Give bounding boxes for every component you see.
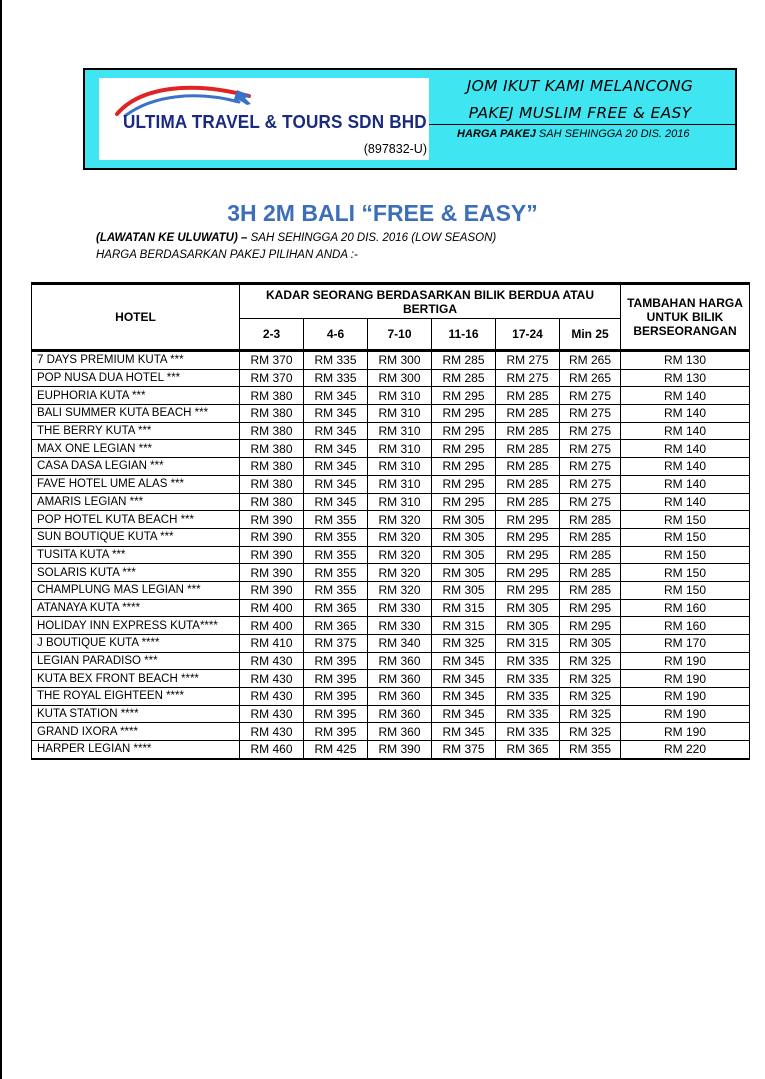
rate-cell: RM 265 [560, 369, 621, 387]
rate-cell: RM 370 [240, 351, 304, 370]
single-supplement-cell: RM 150 [621, 511, 750, 529]
rate-cell: RM 430 [240, 688, 304, 706]
rate-cell: RM 305 [432, 511, 496, 529]
rate-cell: RM 295 [432, 475, 496, 493]
single-supplement-cell: RM 140 [621, 440, 750, 458]
company-name: ULTIMA TRAVEL & TOURS SDN BHD [123, 112, 427, 132]
rate-cell: RM 300 [368, 351, 432, 370]
rate-cell: RM 275 [560, 422, 621, 440]
header-banner [83, 68, 737, 170]
table-row [32, 617, 750, 635]
rate-cell: RM 315 [496, 635, 560, 653]
company-logo [99, 78, 429, 160]
rate-cell: RM 395 [304, 688, 368, 706]
single-supplement-cell: RM 170 [621, 635, 750, 653]
tour-name: (LAWATAN KE ULUWATU) – [96, 232, 248, 244]
rate-cell: RM 275 [496, 351, 560, 370]
rate-cell: RM 365 [304, 617, 368, 635]
rate-cell: RM 275 [560, 475, 621, 493]
rate-cell: RM 380 [240, 493, 304, 511]
table-row [32, 528, 750, 546]
rate-cell: RM 295 [432, 493, 496, 511]
rate-cell: RM 335 [496, 723, 560, 741]
hotel-name-cell: 7 DAYS PREMIUM KUTA *** [32, 351, 240, 370]
rate-cell: RM 360 [368, 705, 432, 723]
rate-cell: RM 390 [240, 546, 304, 564]
table-row [32, 493, 750, 511]
rate-cell: RM 355 [304, 546, 368, 564]
hotel-name-cell: SOLARIS KUTA *** [32, 564, 240, 582]
single-supplement-cell: RM 140 [621, 422, 750, 440]
rate-cell: RM 360 [368, 652, 432, 670]
rates-table [31, 282, 750, 760]
rate-cell: RM 285 [496, 458, 560, 476]
rate-cell: RM 325 [560, 688, 621, 706]
rate-cell: RM 310 [368, 475, 432, 493]
column-header-pax: 17-24 [496, 319, 560, 351]
single-supplement-cell: RM 150 [621, 546, 750, 564]
table-row [32, 741, 750, 759]
rate-cell: RM 310 [368, 440, 432, 458]
rate-cell: RM 410 [240, 635, 304, 653]
rate-cell: RM 285 [560, 581, 621, 599]
rate-cell: RM 285 [560, 546, 621, 564]
single-supplement-cell: RM 140 [621, 475, 750, 493]
rate-cell: RM 370 [240, 369, 304, 387]
rate-cell: RM 460 [240, 741, 304, 759]
rate-cell: RM 365 [496, 741, 560, 759]
rate-cell: RM 285 [496, 422, 560, 440]
rate-cell: RM 285 [560, 564, 621, 582]
table-row [32, 635, 750, 653]
rate-cell: RM 360 [368, 723, 432, 741]
rate-cell: RM 345 [304, 422, 368, 440]
rate-cell: RM 285 [496, 493, 560, 511]
rate-cell: RM 325 [560, 670, 621, 688]
single-supplement-cell: RM 220 [621, 741, 750, 759]
column-header-single-supplement: TAMBAHAN HARGA UNTUK BILIK BERSEORANGAN [621, 284, 750, 351]
rate-cell: RM 300 [368, 369, 432, 387]
hotel-name-cell: AMARIS LEGIAN *** [32, 493, 240, 511]
hotel-name-cell: THE BERRY KUTA *** [32, 422, 240, 440]
table-row [32, 599, 750, 617]
single-supplement-cell: RM 190 [621, 652, 750, 670]
table-row [32, 546, 750, 564]
rate-cell: RM 285 [560, 511, 621, 529]
rate-cell: RM 310 [368, 387, 432, 405]
rate-cell: RM 400 [240, 599, 304, 617]
rate-cell: RM 345 [432, 705, 496, 723]
rate-cell: RM 295 [496, 546, 560, 564]
rate-cell: RM 360 [368, 670, 432, 688]
hotel-name-cell: THE ROYAL EIGHTEEN **** [32, 688, 240, 706]
table-row [32, 652, 750, 670]
rate-cell: RM 345 [432, 723, 496, 741]
promo-package-name: PAKEJ MUSLIM FREE & EASY [468, 104, 692, 122]
single-supplement-cell: RM 190 [621, 705, 750, 723]
rate-cell: RM 380 [240, 405, 304, 423]
rate-cell: RM 310 [368, 458, 432, 476]
rate-cell: RM 275 [560, 440, 621, 458]
single-supplement-cell: RM 160 [621, 617, 750, 635]
column-header-pax: 11-16 [432, 319, 496, 351]
rate-cell: RM 380 [240, 458, 304, 476]
hotel-name-cell: CASA DASA LEGIAN *** [32, 458, 240, 476]
rate-cell: RM 360 [368, 688, 432, 706]
page-left-border [0, 0, 2, 1079]
table-row [32, 422, 750, 440]
rate-cell: RM 430 [240, 723, 304, 741]
price-validity-note [457, 128, 690, 140]
rate-cell: RM 285 [496, 475, 560, 493]
rate-cell: RM 295 [432, 405, 496, 423]
rate-cell: RM 390 [240, 564, 304, 582]
rate-cell: RM 345 [432, 688, 496, 706]
rate-cell: RM 430 [240, 652, 304, 670]
price-label: HARGA PAKEJ [457, 128, 536, 140]
rate-cell: RM 275 [560, 493, 621, 511]
rate-cell: RM 335 [496, 688, 560, 706]
rate-cell: RM 295 [432, 422, 496, 440]
rate-cell: RM 320 [368, 528, 432, 546]
table-row [32, 405, 750, 423]
rate-cell: RM 295 [496, 511, 560, 529]
rate-cell: RM 310 [368, 405, 432, 423]
rate-cell: RM 340 [368, 635, 432, 653]
rate-cell: RM 275 [560, 387, 621, 405]
single-supplement-cell: RM 140 [621, 493, 750, 511]
rate-cell: RM 395 [304, 705, 368, 723]
rate-cell: RM 380 [240, 422, 304, 440]
hotel-name-cell: POP NUSA DUA HOTEL *** [32, 369, 240, 387]
rate-cell: RM 320 [368, 581, 432, 599]
rate-cell: RM 380 [240, 387, 304, 405]
rate-cell: RM 335 [304, 369, 368, 387]
rate-cell: RM 355 [304, 528, 368, 546]
rate-cell: RM 345 [304, 405, 368, 423]
table-row [32, 688, 750, 706]
rate-cell: RM 345 [304, 387, 368, 405]
price-validity: SAH SEHINGGA 20 DIS. 2016 [535, 128, 690, 140]
table-row [32, 564, 750, 582]
rate-cell: RM 345 [304, 440, 368, 458]
single-supplement-cell: RM 140 [621, 405, 750, 423]
rate-cell: RM 395 [304, 723, 368, 741]
single-supplement-cell: RM 140 [621, 458, 750, 476]
rate-cell: RM 285 [496, 440, 560, 458]
rate-cell: RM 320 [368, 546, 432, 564]
hotel-name-cell: KUTA STATION **** [32, 705, 240, 723]
column-header-hotel: HOTEL [32, 284, 240, 351]
rate-cell: RM 330 [368, 617, 432, 635]
pricing-note: HARGA BERDASARKAN PAKEJ PILIHAN ANDA :- [96, 249, 358, 261]
rate-cell: RM 295 [432, 440, 496, 458]
single-supplement-cell: RM 190 [621, 723, 750, 741]
hotel-name-cell: POP HOTEL KUTA BEACH *** [32, 511, 240, 529]
promo-divider [429, 124, 735, 125]
rate-cell: RM 275 [560, 458, 621, 476]
hotel-name-cell: TUSITA KUTA *** [32, 546, 240, 564]
table-row [32, 705, 750, 723]
hotel-name-cell: HARPER LEGIAN **** [32, 741, 240, 759]
rate-cell: RM 305 [432, 546, 496, 564]
column-header-pax: Min 25 [560, 319, 621, 351]
hotel-name-cell: MAX ONE LEGIAN *** [32, 440, 240, 458]
rate-cell: RM 335 [496, 705, 560, 723]
rate-cell: RM 380 [240, 440, 304, 458]
company-registration-number: (897832-U) [363, 142, 427, 156]
rate-cell: RM 285 [496, 405, 560, 423]
tour-validity: SAH SEHINGGA 20 DIS. 2016 (LOW SEASON) [247, 232, 497, 244]
hotel-name-cell: ATANAYA KUTA **** [32, 599, 240, 617]
rate-cell: RM 365 [304, 599, 368, 617]
rate-cell: RM 275 [496, 369, 560, 387]
rate-cell: RM 285 [432, 351, 496, 370]
rate-cell: RM 305 [560, 635, 621, 653]
rate-cell: RM 305 [432, 528, 496, 546]
rate-cell: RM 430 [240, 705, 304, 723]
rate-cell: RM 295 [560, 617, 621, 635]
rate-cell: RM 390 [240, 528, 304, 546]
tour-description [96, 232, 496, 244]
rate-cell: RM 305 [496, 599, 560, 617]
rate-cell: RM 285 [560, 528, 621, 546]
rate-cell: RM 395 [304, 670, 368, 688]
hotel-name-cell: GRAND IXORA **** [32, 723, 240, 741]
single-supplement-cell: RM 160 [621, 599, 750, 617]
promo-headline: JOM IKUT KAMI MELANCONG [466, 77, 694, 95]
table-row [32, 440, 750, 458]
rate-cell: RM 355 [304, 564, 368, 582]
single-supplement-cell: RM 150 [621, 564, 750, 582]
table-row [32, 369, 750, 387]
rate-cell: RM 295 [432, 458, 496, 476]
rate-cell: RM 355 [304, 511, 368, 529]
rate-cell: RM 325 [560, 705, 621, 723]
hotel-name-cell: CHAMPLUNG MAS LEGIAN *** [32, 581, 240, 599]
single-supplement-cell: RM 190 [621, 670, 750, 688]
rate-cell: RM 375 [432, 741, 496, 759]
rate-cell: RM 355 [560, 741, 621, 759]
table-row [32, 723, 750, 741]
rate-cell: RM 345 [304, 458, 368, 476]
rate-cell: RM 320 [368, 511, 432, 529]
rate-cell: RM 390 [240, 511, 304, 529]
page-title: 3H 2M BALI “FREE & EASY” [227, 200, 538, 226]
column-group-header-rates: KADAR SEORANG BERDASARKAN BILIK BERDUA ATAU BERTIGA [240, 284, 621, 319]
rate-cell: RM 310 [368, 422, 432, 440]
rate-cell: RM 320 [368, 564, 432, 582]
rate-cell: RM 345 [432, 670, 496, 688]
hotel-name-cell: J BOUTIQUE KUTA **** [32, 635, 240, 653]
table-row [32, 581, 750, 599]
rate-cell: RM 305 [432, 564, 496, 582]
rate-cell: RM 285 [432, 369, 496, 387]
rate-cell: RM 430 [240, 670, 304, 688]
hotel-name-cell: SUN BOUTIQUE KUTA *** [32, 528, 240, 546]
hotel-name-cell: KUTA BEX FRONT BEACH **** [32, 670, 240, 688]
column-header-pax: 2-3 [240, 319, 304, 351]
rate-cell: RM 310 [368, 493, 432, 511]
rate-cell: RM 380 [240, 475, 304, 493]
single-supplement-cell: RM 150 [621, 528, 750, 546]
rate-cell: RM 325 [560, 652, 621, 670]
rate-cell: RM 400 [240, 617, 304, 635]
rate-cell: RM 335 [496, 652, 560, 670]
rate-cell: RM 295 [496, 581, 560, 599]
single-supplement-cell: RM 190 [621, 688, 750, 706]
rate-cell: RM 425 [304, 741, 368, 759]
table-row [32, 475, 750, 493]
rate-cell: RM 265 [560, 351, 621, 370]
rate-cell: RM 305 [496, 617, 560, 635]
rate-cell: RM 285 [496, 387, 560, 405]
hotel-name-cell: BALI SUMMER KUTA BEACH *** [32, 405, 240, 423]
rate-cell: RM 390 [368, 741, 432, 759]
rate-cell: RM 345 [304, 475, 368, 493]
rate-cell: RM 295 [496, 528, 560, 546]
hotel-name-cell: LEGIAN PARADISO *** [32, 652, 240, 670]
rate-cell: RM 335 [304, 351, 368, 370]
rate-cell: RM 345 [304, 493, 368, 511]
rate-cell: RM 315 [432, 617, 496, 635]
single-supplement-cell: RM 140 [621, 387, 750, 405]
rate-cell: RM 375 [304, 635, 368, 653]
rate-cell: RM 355 [304, 581, 368, 599]
single-supplement-cell: RM 150 [621, 581, 750, 599]
rate-cell: RM 295 [560, 599, 621, 617]
rate-cell: RM 390 [240, 581, 304, 599]
rate-cell: RM 325 [432, 635, 496, 653]
single-supplement-cell: RM 130 [621, 351, 750, 370]
hotel-name-cell: HOLIDAY INN EXPRESS KUTA**** [32, 617, 240, 635]
rate-cell: RM 345 [432, 652, 496, 670]
hotel-name-cell: EUPHORIA KUTA *** [32, 387, 240, 405]
column-header-pax: 4-6 [304, 319, 368, 351]
rate-cell: RM 295 [432, 387, 496, 405]
rate-cell: RM 305 [432, 581, 496, 599]
table-row [32, 511, 750, 529]
single-supplement-cell: RM 130 [621, 369, 750, 387]
table-row [32, 458, 750, 476]
hotel-name-cell: FAVE HOTEL UME ALAS *** [32, 475, 240, 493]
table-row [32, 351, 750, 370]
table-row [32, 670, 750, 688]
rate-cell: RM 295 [496, 564, 560, 582]
table-row [32, 387, 750, 405]
rate-cell: RM 335 [496, 670, 560, 688]
rate-cell: RM 330 [368, 599, 432, 617]
column-header-pax: 7-10 [368, 319, 432, 351]
rate-cell: RM 315 [432, 599, 496, 617]
rate-cell: RM 275 [560, 405, 621, 423]
rate-cell: RM 325 [560, 723, 621, 741]
rate-cell: RM 395 [304, 652, 368, 670]
